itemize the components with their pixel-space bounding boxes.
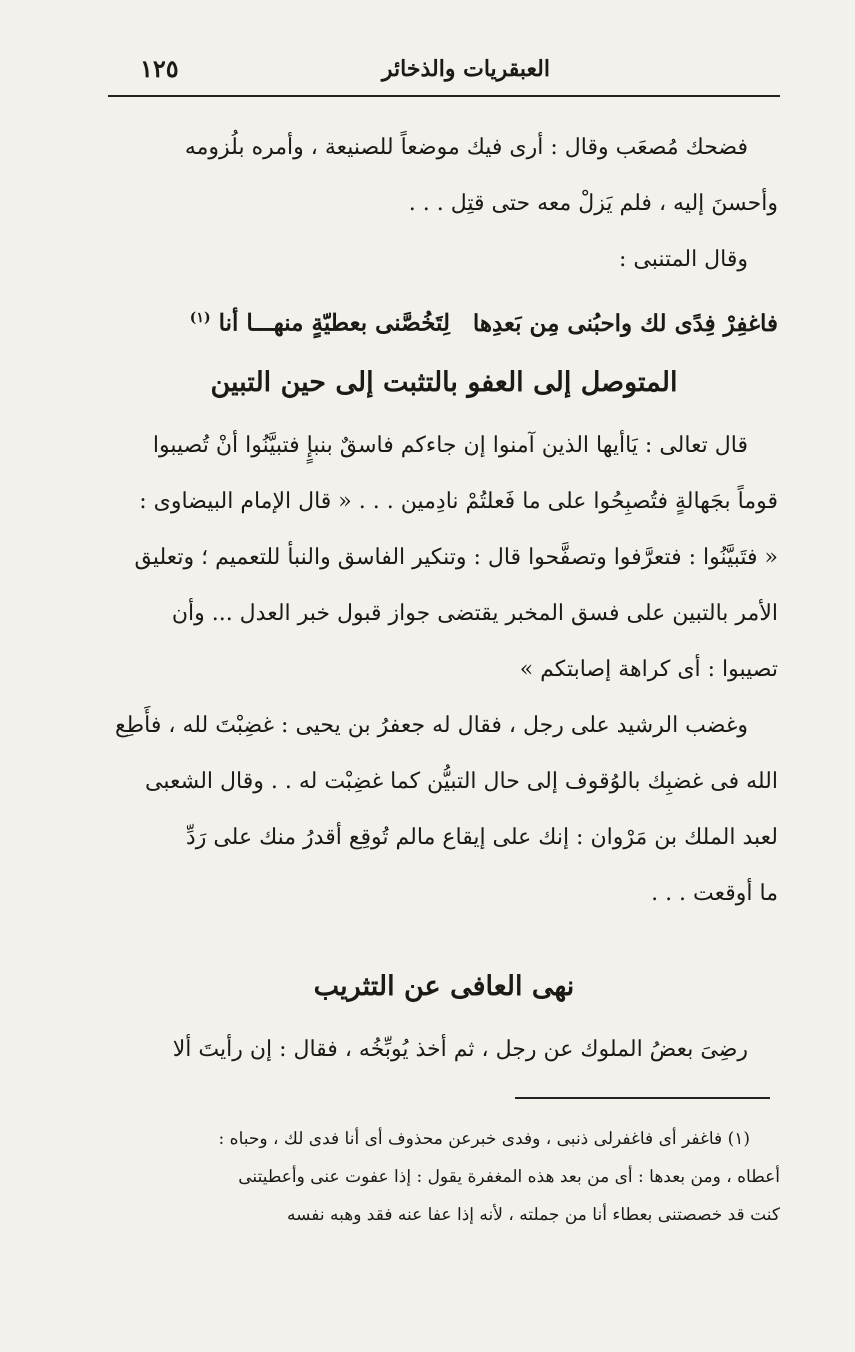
text-line: قال تعالى : يَاأيها الذين آمنوا إن جاءكم فاسقٌ بنبإٍ فتبيَّنُوا أنْ تُصيبوا (152, 433, 748, 458)
running-title: العبقريات والذخائر (381, 56, 550, 82)
footnote-rule (515, 1097, 770, 1099)
poetry-verse (110, 288, 778, 348)
text-line: وغضب الرشيد على رجل ، فقال له جعفرُ بن يحيى : غضِبْتَ لله ، فأَطِع (114, 713, 748, 738)
page-body (110, 120, 778, 1078)
footnote-marker: (١) (189, 310, 211, 326)
running-head (110, 52, 780, 92)
text-line: وقال المتنبى : (618, 247, 748, 272)
text-line: وأحسنَ إليه ، فلم يَزلْ معه حتى قتِل . . . (408, 191, 778, 216)
text-line: قوماً بجَهالةٍ فتُصبِحُوا على ما فَعلتُمْ نادِمين . . . « قال الإمام البيضاوى : (139, 489, 778, 514)
verse-hemistich-first: فاغفِرْ فِدًى لك واحبُنى مِن بَعدِها (472, 309, 778, 337)
text-line: لعبد الملك بن مَرْوان : إنك على إيقاع مالم تُوقِع أقدرُ منك على رَدِّ (185, 825, 778, 850)
footnote-line: كنت قد خصصتنى بعطاء أنا من جملته ، لأنه إذا عفا عنه فقد وهبه نفسه (286, 1205, 780, 1225)
section-heading: نهى العافى عن التثريب (313, 971, 575, 1002)
text-line: الله فى غضبِك بالوُقوف إلى حال التبيُّن كما غضِبْت له . . وقال الشعبى (145, 769, 778, 794)
verse-hemistich-second (120, 288, 468, 354)
text-line: فضحك مُصعَب وقال : أرى فيك موضعاً للصنيعة ، وأمره بلُزومه (184, 135, 748, 160)
text-line: ما أوقعت . . . (651, 881, 778, 906)
footnote-line: أعطاه ، ومن بعدها : أى من بعد هذه المغفرة يقول : إذا عفوت عنى وأعطيتنى (238, 1167, 780, 1187)
text-line: « فتَبيَّنُوا : فتعرَّفوا وتصفَّحوا قال : وتنكير الفاسق والنبأ للتعميم ؛ وتعليق (134, 545, 778, 570)
page-number: ١٢٥ (140, 54, 179, 83)
section-gap (110, 922, 778, 952)
text-line: الأمر بالتبين على فسق المخبر يقتضى جواز قبول خبر العدل ... وأن (171, 601, 778, 626)
text-line: رضِىَ بعضُ الملوك عن رجل ، ثم أخذ يُوبِّخُه ، فقال : إن رأيتَ ألا (172, 1037, 748, 1062)
verse-hemistich-second-text: لِتَخُصَّنى بعطيّةٍ منهـــا أنا (218, 309, 450, 337)
footnote-line: (١) فاغفر أى فاغفرلى ذنبى ، وفدى خبرعن محذوف أى أنا فدى لك ، وحباه : (218, 1129, 750, 1149)
section-heading: المتوصل إلى العفو بالتثبت إلى حين التبين (210, 367, 678, 398)
header-rule (108, 95, 780, 97)
text-line: تصيبوا : أى كراهة إصابتكم » (519, 657, 778, 682)
footnotes (108, 1120, 780, 1234)
